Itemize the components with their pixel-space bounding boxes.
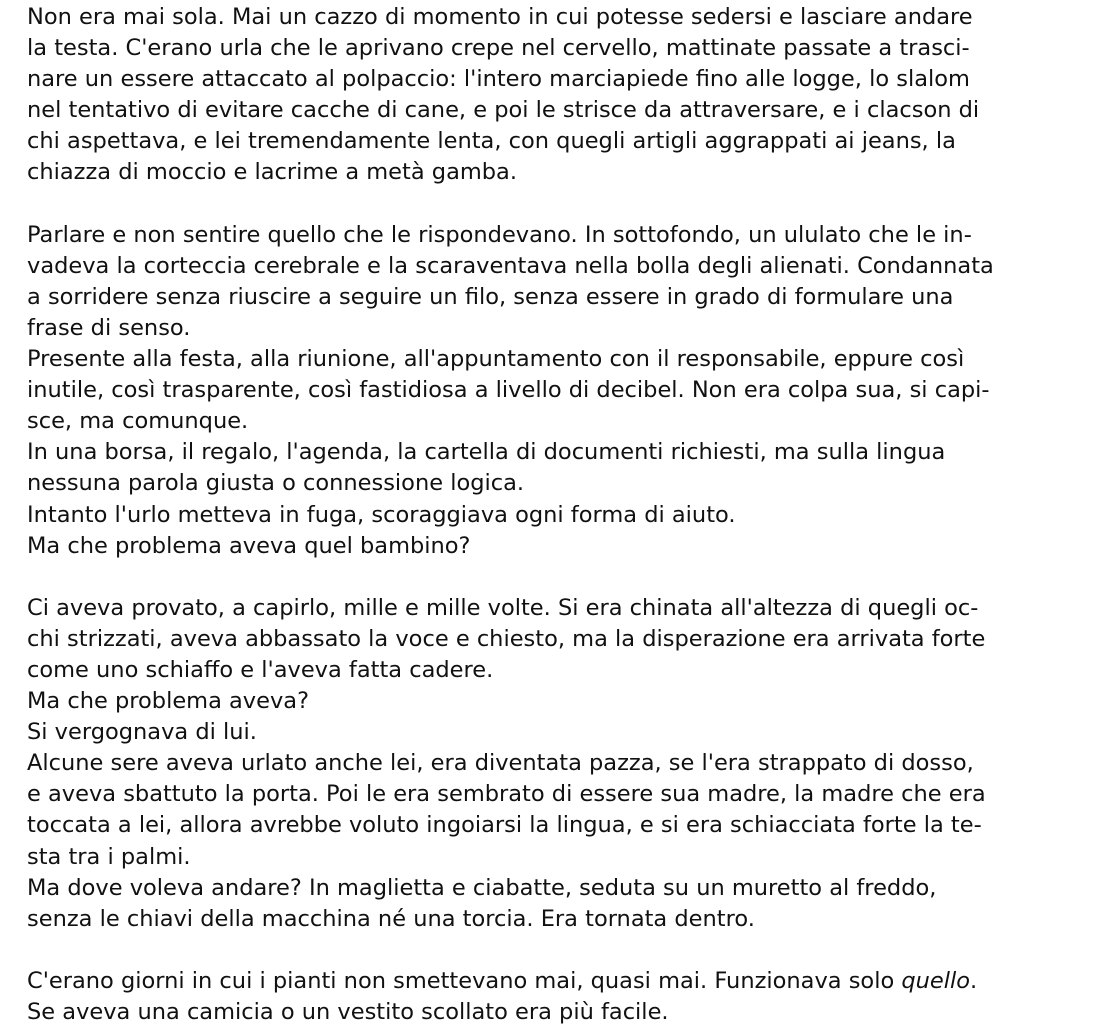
text-line: chi aspettava, e lei tremendamente lenta, con quegli artigli aggrappati ai jeans, la [27, 128, 956, 155]
text-line: nare un essere attaccato al polpaccio: l'intero marciapiede fino alle logge, lo slalom [27, 66, 970, 93]
text-run: C'erano giorni in cui i pianti non smettevano mai, quasi mai. Funzionava solo [27, 967, 902, 994]
text-line: come uno schiaffo e l'aveva fatta cadere. [27, 656, 494, 683]
text-line: chi strizzati, aveva abbassato la voce e chiesto, ma la disperazione era arrivata forte [27, 625, 986, 652]
text-line: Non era mai sola. Mai un cazzo di momento in cui potesse sedersi e lasciare andare [27, 4, 973, 30]
text-line: la testa. C'erano urla che le aprivano crepe nel cervello, mattinate passate a trasci- [27, 35, 970, 62]
text-line: nel tentativo di evitare cacche di cane, e poi le strisce da attraversare, e i clacson di [27, 97, 980, 124]
text-line: vadeva la corteccia cerebrale e la scaraventava nella bolla degli alienati. Condannata [27, 252, 994, 279]
paragraph-3 [27, 593, 1102, 935]
text-line: sta tra i palmi. [27, 843, 191, 870]
text-line: Se aveva una camicia o un vestito scollato era più facile. [27, 999, 669, 1025]
text-line: sce, ma comunque. [27, 408, 249, 435]
text-line: Ci aveva provato, a capirlo, mille e mille volte. Si era chinata all'altezza di quegli oc- [27, 594, 979, 621]
text-line: Si vergognava di lui. [27, 719, 257, 746]
text-line: In una borsa, il regalo, l'agenda, la cartella di documenti richiesti, ma sulla lingua [27, 439, 946, 466]
text-line: nessuna parola giusta o connessione logica. [27, 470, 525, 497]
text-line: Alcune sere aveva urlato anche lei, era diventata pazza, se l'era strappato di dosso, [27, 750, 974, 777]
text-line: Ma che problema aveva quel bambino? [27, 532, 471, 559]
text-line: Intanto l'urlo metteva in fuga, scoraggiava ogni forma di aiuto. [27, 501, 736, 528]
paragraph-4 [27, 966, 1102, 1028]
text-line: senza le chiavi della macchina né una torcia. Era tornata dentro. [27, 905, 755, 932]
text-line: Ma dove voleva andare? In maglietta e ciabatte, seduta su un muretto al freddo, [27, 874, 937, 901]
text-line: inutile, così trasparente, così fastidiosa a livello di decibel. Non era colpa sua, si capi- [27, 377, 990, 404]
paragraph-2 [27, 220, 1102, 562]
text-line: frase di senso. [27, 314, 191, 341]
text-line: chiazza di moccio e lacrime a metà gamba. [27, 159, 518, 186]
text-line: e aveva sbattuto la porta. Poi le era sembrato di essere sua madre, la madre che era [27, 781, 986, 808]
paragraph-1 [27, 2, 1102, 189]
paragraph-spacer [27, 935, 1102, 966]
text-line: a sorridere senza riuscire a seguire un filo, senza essere in grado di formulare una [27, 283, 954, 310]
emphasized-word: quello [901, 967, 971, 994]
text-line: Parlare e non sentire quello che le rispondevano. In sottofondo, un ululato che le in- [27, 221, 972, 248]
text-run: . [970, 967, 978, 994]
paragraph-spacer [27, 189, 1102, 220]
text-line: Ma che problema aveva? [27, 688, 310, 715]
text-line: toccata a lei, allora avrebbe voluto ingoiarsi la lingua, e si era schiacciata forte la te- [27, 812, 982, 839]
text-line: Presente alla festa, alla riunione, all'appuntamento con il responsabile, eppure così [27, 346, 965, 373]
text-line [27, 966, 1102, 997]
paragraph-spacer [27, 562, 1102, 593]
